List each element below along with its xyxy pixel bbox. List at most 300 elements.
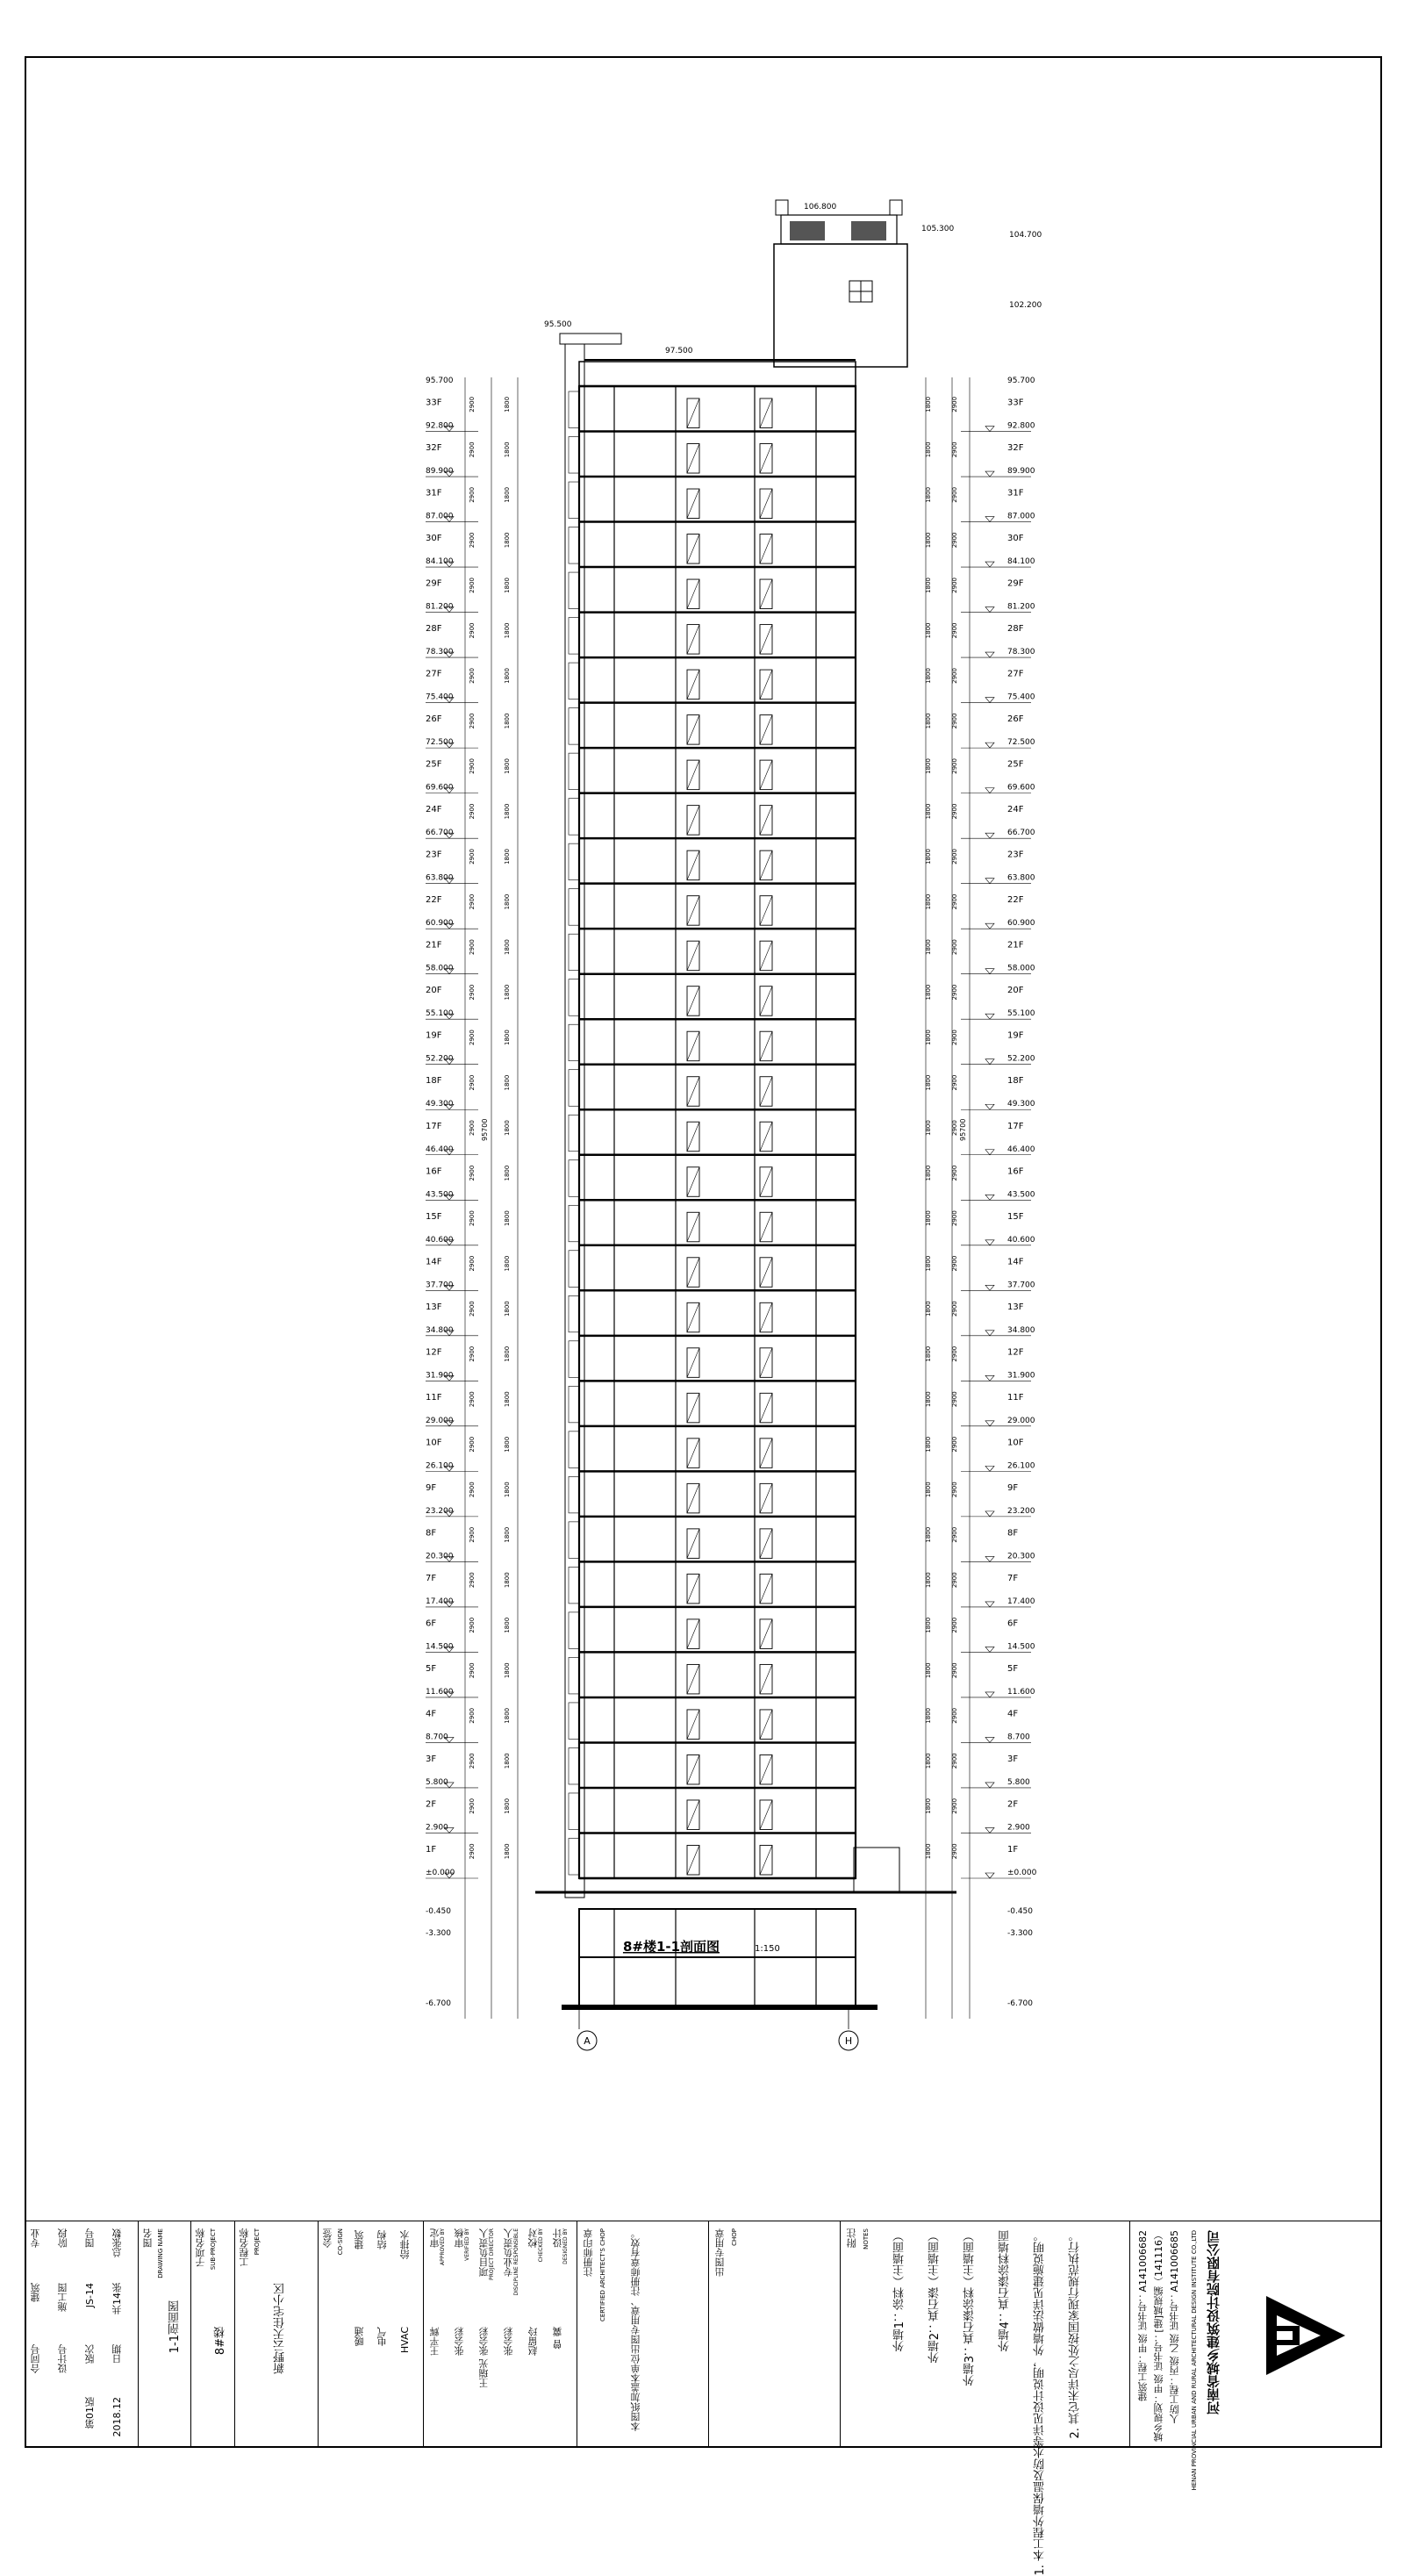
- approval-role: 校对: [527, 2228, 539, 2248]
- facade-window: [569, 1838, 579, 1875]
- floor-label-right: 4F: [1007, 1709, 1019, 1719]
- dim-window-right: 1800: [925, 849, 932, 865]
- dim-floor-right: 2900: [951, 1030, 958, 1045]
- floor-elev-left: 14.500: [426, 1642, 454, 1652]
- dim-floor-left: 2900: [469, 1753, 476, 1769]
- floor-label-left: 2F: [426, 1799, 437, 1810]
- approval-role: 设计: [552, 2228, 563, 2248]
- drawing-name-column: [139, 2221, 191, 2448]
- parapet-cap: [560, 334, 621, 344]
- door-swing: [760, 1302, 772, 1332]
- floor-elev-left: 58.000: [426, 964, 454, 973]
- dim-floor-left: 2900: [469, 758, 476, 774]
- facade-left-band: [565, 344, 584, 1898]
- floor-elev-left: 43.500: [426, 1190, 454, 1200]
- floor-elev-right: 5.800: [1007, 1777, 1030, 1787]
- dim-window-left: 1800: [504, 486, 511, 503]
- dim-window-right: 1800: [925, 1165, 932, 1181]
- floor-label-right: 21F: [1007, 940, 1024, 951]
- dim-window-right: 1800: [925, 893, 932, 910]
- door-swing: [687, 625, 699, 655]
- dim-floor-right: 2900: [951, 1301, 958, 1317]
- elev-marker-right: [985, 1602, 994, 1607]
- dim-window-left: 1800: [504, 1436, 511, 1453]
- floor-label-left: 5F: [426, 1663, 437, 1674]
- drawing-name-label-en: DRAWING NAME: [157, 2228, 164, 2278]
- floor-elev-right: 8.700: [1007, 1733, 1030, 1742]
- axis-label-right: H: [844, 2035, 853, 2047]
- elev-marker-right: [985, 1737, 994, 1742]
- floor-label-right: 6F: [1007, 1618, 1019, 1629]
- floor-elev-left: 66.700: [426, 829, 454, 838]
- floor-label-left: 4F: [426, 1709, 437, 1719]
- dim-floor-right: 2900: [951, 1255, 958, 1272]
- dim-floor-left: 2900: [469, 1255, 476, 1272]
- floor-label-left: 11F: [426, 1392, 442, 1403]
- company-name: 河南省城乡建筑设计院有限公司: [1206, 2230, 1221, 2415]
- door-swing: [687, 1167, 699, 1197]
- floor-label-left: 28F: [426, 624, 442, 635]
- floor-label-left: 24F: [426, 805, 442, 815]
- facade-window: [569, 1567, 579, 1604]
- floor-elev-left: 8.700: [426, 1733, 448, 1742]
- door-swing: [760, 896, 772, 926]
- floor-label-left: 3F: [426, 1754, 437, 1764]
- floor-label-left: 18F: [426, 1076, 442, 1087]
- door-swing: [760, 1710, 772, 1740]
- floor-label-right: 20F: [1007, 986, 1024, 996]
- reg-note: 本图纸加盖本单位出图专用章、注册师章有效。: [630, 2228, 641, 2431]
- door-swing: [760, 1800, 772, 1830]
- door-swing: [760, 1845, 772, 1875]
- dim-floor-right: 2900: [951, 1482, 958, 1498]
- door-swing: [760, 1439, 772, 1468]
- dim-window-left: 1800: [504, 1482, 511, 1498]
- door-swing: [760, 1258, 772, 1288]
- elev-marker-right: [985, 471, 994, 477]
- cosign-discipline-b: 暖通: [354, 2327, 365, 2346]
- facade-window: [569, 1612, 579, 1649]
- dim-floor-left: 2900: [469, 577, 476, 593]
- dim-window-right: 1800: [925, 486, 932, 503]
- dim-floor-left: 2900: [469, 1345, 476, 1362]
- door-swing: [760, 1574, 772, 1604]
- floor-label-right: 30F: [1007, 534, 1024, 544]
- dim-window-left: 1800: [504, 1345, 511, 1362]
- dim-window-right: 1800: [925, 1843, 932, 1860]
- elev-marker-right: [985, 1827, 994, 1833]
- floor-elev-right: 11.600: [1007, 1687, 1035, 1697]
- stair-roof-elev: 106.800: [804, 203, 837, 212]
- floor-label-right: 18F: [1007, 1076, 1024, 1087]
- dim-window-right: 1800: [925, 1120, 932, 1136]
- facade-window: [569, 1205, 579, 1242]
- facade-window: [569, 934, 579, 971]
- door-swing: [687, 1800, 699, 1830]
- approval-role: 审定: [429, 2228, 441, 2248]
- elev-marker-right: [985, 1104, 994, 1109]
- floor-label-left: 29F: [426, 578, 442, 589]
- dim-floor-right: 2900: [951, 577, 958, 593]
- dim-window-right: 1800: [925, 1617, 932, 1633]
- door-swing: [760, 1212, 772, 1242]
- dim-floor-right: 2900: [951, 984, 958, 1001]
- elev-marker-right: [985, 1331, 994, 1336]
- elev-marker-right: [985, 743, 994, 748]
- door-swing: [687, 1574, 699, 1604]
- door-swing: [760, 850, 772, 880]
- approval-name: 王瑞光 张会彩: [478, 2327, 490, 2388]
- floor-elev-right: 43.500: [1007, 1190, 1035, 1200]
- facade-window: [569, 1522, 579, 1559]
- roof-elev-left: 95.700: [426, 377, 454, 385]
- floor-label-left: 23F: [426, 850, 442, 860]
- dim-floor-right: 2900: [951, 1526, 958, 1543]
- meta-value-2: 第01版: [84, 2397, 96, 2429]
- dim-window-left: 1800: [504, 668, 511, 684]
- door-swing: [687, 1393, 699, 1423]
- floor-label-left: 22F: [426, 895, 442, 906]
- door-swing: [687, 1439, 699, 1468]
- door-swing: [760, 670, 772, 700]
- floor-label-right: 24F: [1007, 805, 1024, 815]
- stair-tower: [774, 244, 907, 367]
- dim-floor-right: 2900: [951, 1391, 958, 1408]
- dim-window-left: 1800: [504, 1030, 511, 1045]
- dim-window-right: 1800: [925, 713, 932, 729]
- door-swing: [687, 1710, 699, 1740]
- floor-elev-left: 29.000: [426, 1416, 454, 1425]
- door-swing: [687, 444, 699, 474]
- floor-elev-left: 17.400: [426, 1597, 454, 1606]
- approval-role-en: APPROVED BY: [440, 2228, 446, 2266]
- floor-elev-left: 84.100: [426, 557, 454, 567]
- dim-floor-right: 2900: [951, 532, 958, 549]
- facade-window: [569, 979, 579, 1016]
- dim-floor-right: 2900: [951, 441, 958, 458]
- tower-ornament-right: [890, 200, 902, 215]
- axis-label-left: A: [584, 2035, 591, 2047]
- floor-elev-right: 34.800: [1007, 1325, 1035, 1335]
- meta-value: 建筑: [30, 2283, 41, 2302]
- elev-marker-right: [985, 1556, 994, 1561]
- basement-elev-left: -0.450: [426, 1907, 452, 1916]
- door-swing: [760, 444, 772, 474]
- note-line: 外墙4：真石漆涂料墙面: [999, 2230, 1012, 2352]
- dim-floor-right: 2900: [951, 396, 958, 413]
- drawing-scale: 1:150: [755, 1944, 780, 1954]
- machine-room-vent-left: [790, 221, 825, 240]
- dim-window-right: 1800: [925, 1572, 932, 1589]
- dim-floor-right: 2900: [951, 1345, 958, 1362]
- dim-floor-right: 2900: [951, 1797, 958, 1814]
- approval-role: 项目负责人: [478, 2228, 490, 2277]
- dim-window-left: 1800: [504, 849, 511, 865]
- dim-floor-right: 2900: [951, 622, 958, 639]
- elev-marker-right: [985, 1195, 994, 1200]
- floor-elev-left: 49.300: [426, 1100, 454, 1109]
- floor-elev-right: 55.100: [1007, 1009, 1035, 1019]
- floor-elev-left: 92.800: [426, 421, 454, 431]
- approval-name: 赵留玲: [527, 2327, 539, 2356]
- subproject-name: 8#楼: [214, 2327, 227, 2356]
- dim-floor-left: 2900: [469, 1843, 476, 1860]
- floor-label-right: 10F: [1007, 1438, 1024, 1448]
- dim-floor-right: 2900: [951, 1662, 958, 1679]
- dim-window-right: 1800: [925, 1255, 932, 1272]
- door-swing: [687, 941, 699, 971]
- dim-floor-right: 2900: [951, 1210, 958, 1227]
- floor-label-right: 31F: [1007, 488, 1024, 499]
- door-swing: [760, 806, 772, 836]
- floor-label-right: 17F: [1007, 1121, 1024, 1131]
- floor-label-left: 15F: [426, 1211, 442, 1222]
- door-swing: [687, 1258, 699, 1288]
- floor-label-left: 26F: [426, 714, 442, 725]
- project-label-en: PROJECT: [254, 2228, 261, 2256]
- floor-label-right: 19F: [1007, 1030, 1024, 1041]
- facade-window: [569, 663, 579, 700]
- door-swing: [760, 715, 772, 745]
- dim-floor-left: 2900: [469, 849, 476, 865]
- floor-label-right: 15F: [1007, 1211, 1024, 1222]
- cosign-label: 会签: [322, 2228, 333, 2248]
- dim-window-right: 1800: [925, 1436, 932, 1453]
- dim-floor-left: 2900: [469, 441, 476, 458]
- floor-elev-right: 69.600: [1007, 783, 1035, 793]
- floor-elev-left: 31.900: [426, 1371, 454, 1381]
- dim-floor-right: 2900: [951, 893, 958, 910]
- dim-floor-left: 2900: [469, 668, 476, 684]
- door-swing: [687, 1529, 699, 1559]
- door-swing: [687, 398, 699, 428]
- facade-window: [569, 843, 579, 880]
- facade-window: [569, 1703, 579, 1740]
- floor-label-left: 17F: [426, 1121, 442, 1131]
- facade-window: [569, 1024, 579, 1061]
- drawing-name-label: 图名: [142, 2228, 154, 2248]
- approval-role-en: CHECKED BY: [538, 2228, 544, 2263]
- top-elev: 104.700: [1009, 231, 1042, 240]
- meta-key-2: 设计号: [57, 2344, 68, 2373]
- door-swing: [760, 1167, 772, 1197]
- parapet-elev: 95.500: [544, 320, 572, 329]
- dim-window-right: 1800: [925, 1345, 932, 1362]
- dim-floor-right: 2900: [951, 758, 958, 774]
- dim-window-left: 1800: [504, 1120, 511, 1136]
- basement-elev-right: -0.450: [1007, 1907, 1034, 1916]
- floor-elev-right: 31.900: [1007, 1371, 1035, 1381]
- dim-window-left: 1800: [504, 713, 511, 729]
- dim-floor-left: 2900: [469, 984, 476, 1001]
- title-block: [25, 2221, 1382, 2576]
- door-swing: [687, 579, 699, 609]
- floor-label-left: 12F: [426, 1347, 442, 1358]
- door-swing: [760, 1077, 772, 1107]
- approval-name: 曾 冀: [552, 2327, 563, 2350]
- door-swing: [687, 987, 699, 1016]
- company-column: [1130, 2221, 1382, 2491]
- approval-role-en: PROJECT DIRECTOR: [489, 2228, 495, 2280]
- dim-window-left: 1800: [504, 893, 511, 910]
- dim-floor-left: 2900: [469, 532, 476, 549]
- basement-elev-left: -6.700: [426, 1999, 452, 2008]
- door-swing: [760, 1619, 772, 1649]
- door-swing: [760, 760, 772, 790]
- floor-label-left: 9F: [426, 1482, 437, 1493]
- floor-label-left: 30F: [426, 534, 442, 544]
- dim-window-left: 1800: [504, 1572, 511, 1589]
- project-name: 新野云天住宅小区: [274, 2283, 287, 2374]
- floor-elev-left: ±0.000: [426, 1869, 455, 1877]
- dim-floor-right: 2900: [951, 1165, 958, 1181]
- dim-window-right: 1800: [925, 532, 932, 549]
- cert-line-3: 人防工程：丙级 乙级 证书号：A141006685: [1169, 2230, 1180, 2424]
- cert-line-2: 城乡规划：甲级 证书号：[建]城规编（141116）: [1153, 2230, 1164, 2443]
- roof-parapet: [579, 362, 856, 386]
- floor-label-left: 6F: [426, 1618, 437, 1629]
- building-shell: [579, 386, 856, 1878]
- total-height-left: 95700: [481, 1118, 489, 1141]
- elev-marker-right: [985, 1511, 994, 1517]
- facade-window: [569, 889, 579, 926]
- door-swing: [687, 670, 699, 700]
- building-section: [426, 200, 1042, 2050]
- elev-marker-right: [985, 1421, 994, 1426]
- dim-floor-left: 2900: [469, 1210, 476, 1227]
- door-swing: [687, 1212, 699, 1242]
- floor-label-left: 21F: [426, 940, 442, 951]
- dim-window-right: 1800: [925, 1753, 932, 1769]
- approval-column: [424, 2221, 577, 2448]
- dim-window-left: 1800: [504, 1301, 511, 1317]
- basement-elev-right: -6.700: [1007, 1999, 1034, 2008]
- facade-window: [569, 618, 579, 655]
- facade-window: [569, 1295, 579, 1332]
- dim-floor-right: 2900: [951, 1074, 958, 1091]
- floor-label-right: 29F: [1007, 578, 1024, 589]
- dim-window-right: 1800: [925, 577, 932, 593]
- floor-label-left: 1F: [426, 1845, 437, 1855]
- dim-floor-left: 2900: [469, 1617, 476, 1633]
- dim-window-right: 1800: [925, 668, 932, 684]
- floor-elev-left: 55.100: [426, 1009, 454, 1019]
- meta-key: 阶段: [57, 2228, 68, 2248]
- door-swing: [687, 1122, 699, 1152]
- floor-elev-left: 26.100: [426, 1461, 454, 1471]
- meta-value: 共14张: [111, 2283, 123, 2314]
- notes-label-en: NOTES: [863, 2228, 870, 2250]
- floor-label-left: 7F: [426, 1573, 437, 1583]
- floor-elev-right: 46.400: [1007, 1144, 1035, 1154]
- floor-elev-right: 78.300: [1007, 648, 1035, 657]
- approval-role: 专业负责人: [503, 2228, 514, 2277]
- dim-floor-left: 2900: [469, 1074, 476, 1091]
- floor-elev-left: 75.400: [426, 692, 454, 702]
- door-swing: [760, 1393, 772, 1423]
- dim-window-right: 1800: [925, 1482, 932, 1498]
- floor-label-left: 13F: [426, 1302, 442, 1312]
- floor-label-left: 14F: [426, 1257, 442, 1267]
- elev-marker-right: [985, 1285, 994, 1290]
- floor-elev-right: 87.000: [1007, 512, 1035, 521]
- floor-label-right: 1F: [1007, 1845, 1019, 1855]
- floor-label-right: 23F: [1007, 850, 1024, 860]
- floor-label-right: 22F: [1007, 895, 1024, 906]
- elev-marker-right: [985, 969, 994, 974]
- dim-window-left: 1800: [504, 1526, 511, 1543]
- dim-window-right: 1800: [925, 441, 932, 458]
- dim-window-right: 1800: [925, 1074, 932, 1091]
- dim-window-left: 1800: [504, 939, 511, 955]
- facade-window: [569, 391, 579, 428]
- door-swing: [760, 535, 772, 564]
- dim-floor-left: 2900: [469, 1662, 476, 1679]
- company-logo: [1253, 2283, 1350, 2388]
- dim-window-right: 1800: [925, 1707, 932, 1724]
- dim-window-left: 1800: [504, 577, 511, 593]
- dim-window-left: 1800: [504, 1662, 511, 1679]
- dim-window-right: 1800: [925, 1797, 932, 1814]
- door-swing: [760, 987, 772, 1016]
- dim-floor-left: 2900: [469, 713, 476, 729]
- approval-role: 审核: [454, 2228, 465, 2248]
- floor-label-right: 7F: [1007, 1573, 1019, 1583]
- floor-label-right: 27F: [1007, 669, 1024, 679]
- floor-elev-left: 37.700: [426, 1281, 454, 1290]
- floor-elev-right: 89.900: [1007, 467, 1035, 477]
- facade-window: [569, 708, 579, 745]
- floor-label-right: 25F: [1007, 759, 1024, 770]
- dim-window-left: 1800: [504, 622, 511, 639]
- door-swing: [687, 1302, 699, 1332]
- floor-label-left: 25F: [426, 759, 442, 770]
- dim-floor-left: 2900: [469, 1707, 476, 1724]
- elev-marker-right: [985, 698, 994, 703]
- floor-label-right: 12F: [1007, 1347, 1024, 1358]
- door-swing: [687, 850, 699, 880]
- floor-label-left: 10F: [426, 1438, 442, 1448]
- meta-value: 施工图: [57, 2283, 68, 2312]
- floor-elev-right: 92.800: [1007, 421, 1035, 431]
- facade-window: [569, 1793, 579, 1830]
- stamp-label-en: CHOP: [731, 2228, 738, 2246]
- door-swing: [687, 896, 699, 926]
- floor-elev-right: 14.500: [1007, 1642, 1035, 1652]
- note-line: 外墙1：涂料（主墙面）: [893, 2230, 906, 2352]
- project-label: 工程名称: [239, 2228, 250, 2267]
- door-swing: [760, 1348, 772, 1378]
- cosign-discipline-b: HVAC: [399, 2327, 411, 2354]
- elev-marker-right: [985, 788, 994, 793]
- entrance-canopy: [854, 1848, 899, 1891]
- facade-window: [569, 437, 579, 474]
- floor-elev-left: 87.000: [426, 512, 454, 521]
- dim-window-right: 1800: [925, 1030, 932, 1045]
- dim-window-right: 1800: [925, 1526, 932, 1543]
- floor-label-right: 11F: [1007, 1392, 1024, 1403]
- floor-label-left: 16F: [426, 1166, 442, 1177]
- dim-floor-right: 2900: [951, 1707, 958, 1724]
- floor-elev-right: 26.100: [1007, 1461, 1035, 1471]
- dim-window-left: 1800: [504, 803, 511, 820]
- meta-key-2: 合同号: [30, 2344, 41, 2373]
- dim-window-right: 1800: [925, 1210, 932, 1227]
- dim-window-left: 1800: [504, 1707, 511, 1724]
- elev-marker-right: [985, 517, 994, 522]
- door-swing: [687, 760, 699, 790]
- floor-elev-right: 52.200: [1007, 1054, 1035, 1064]
